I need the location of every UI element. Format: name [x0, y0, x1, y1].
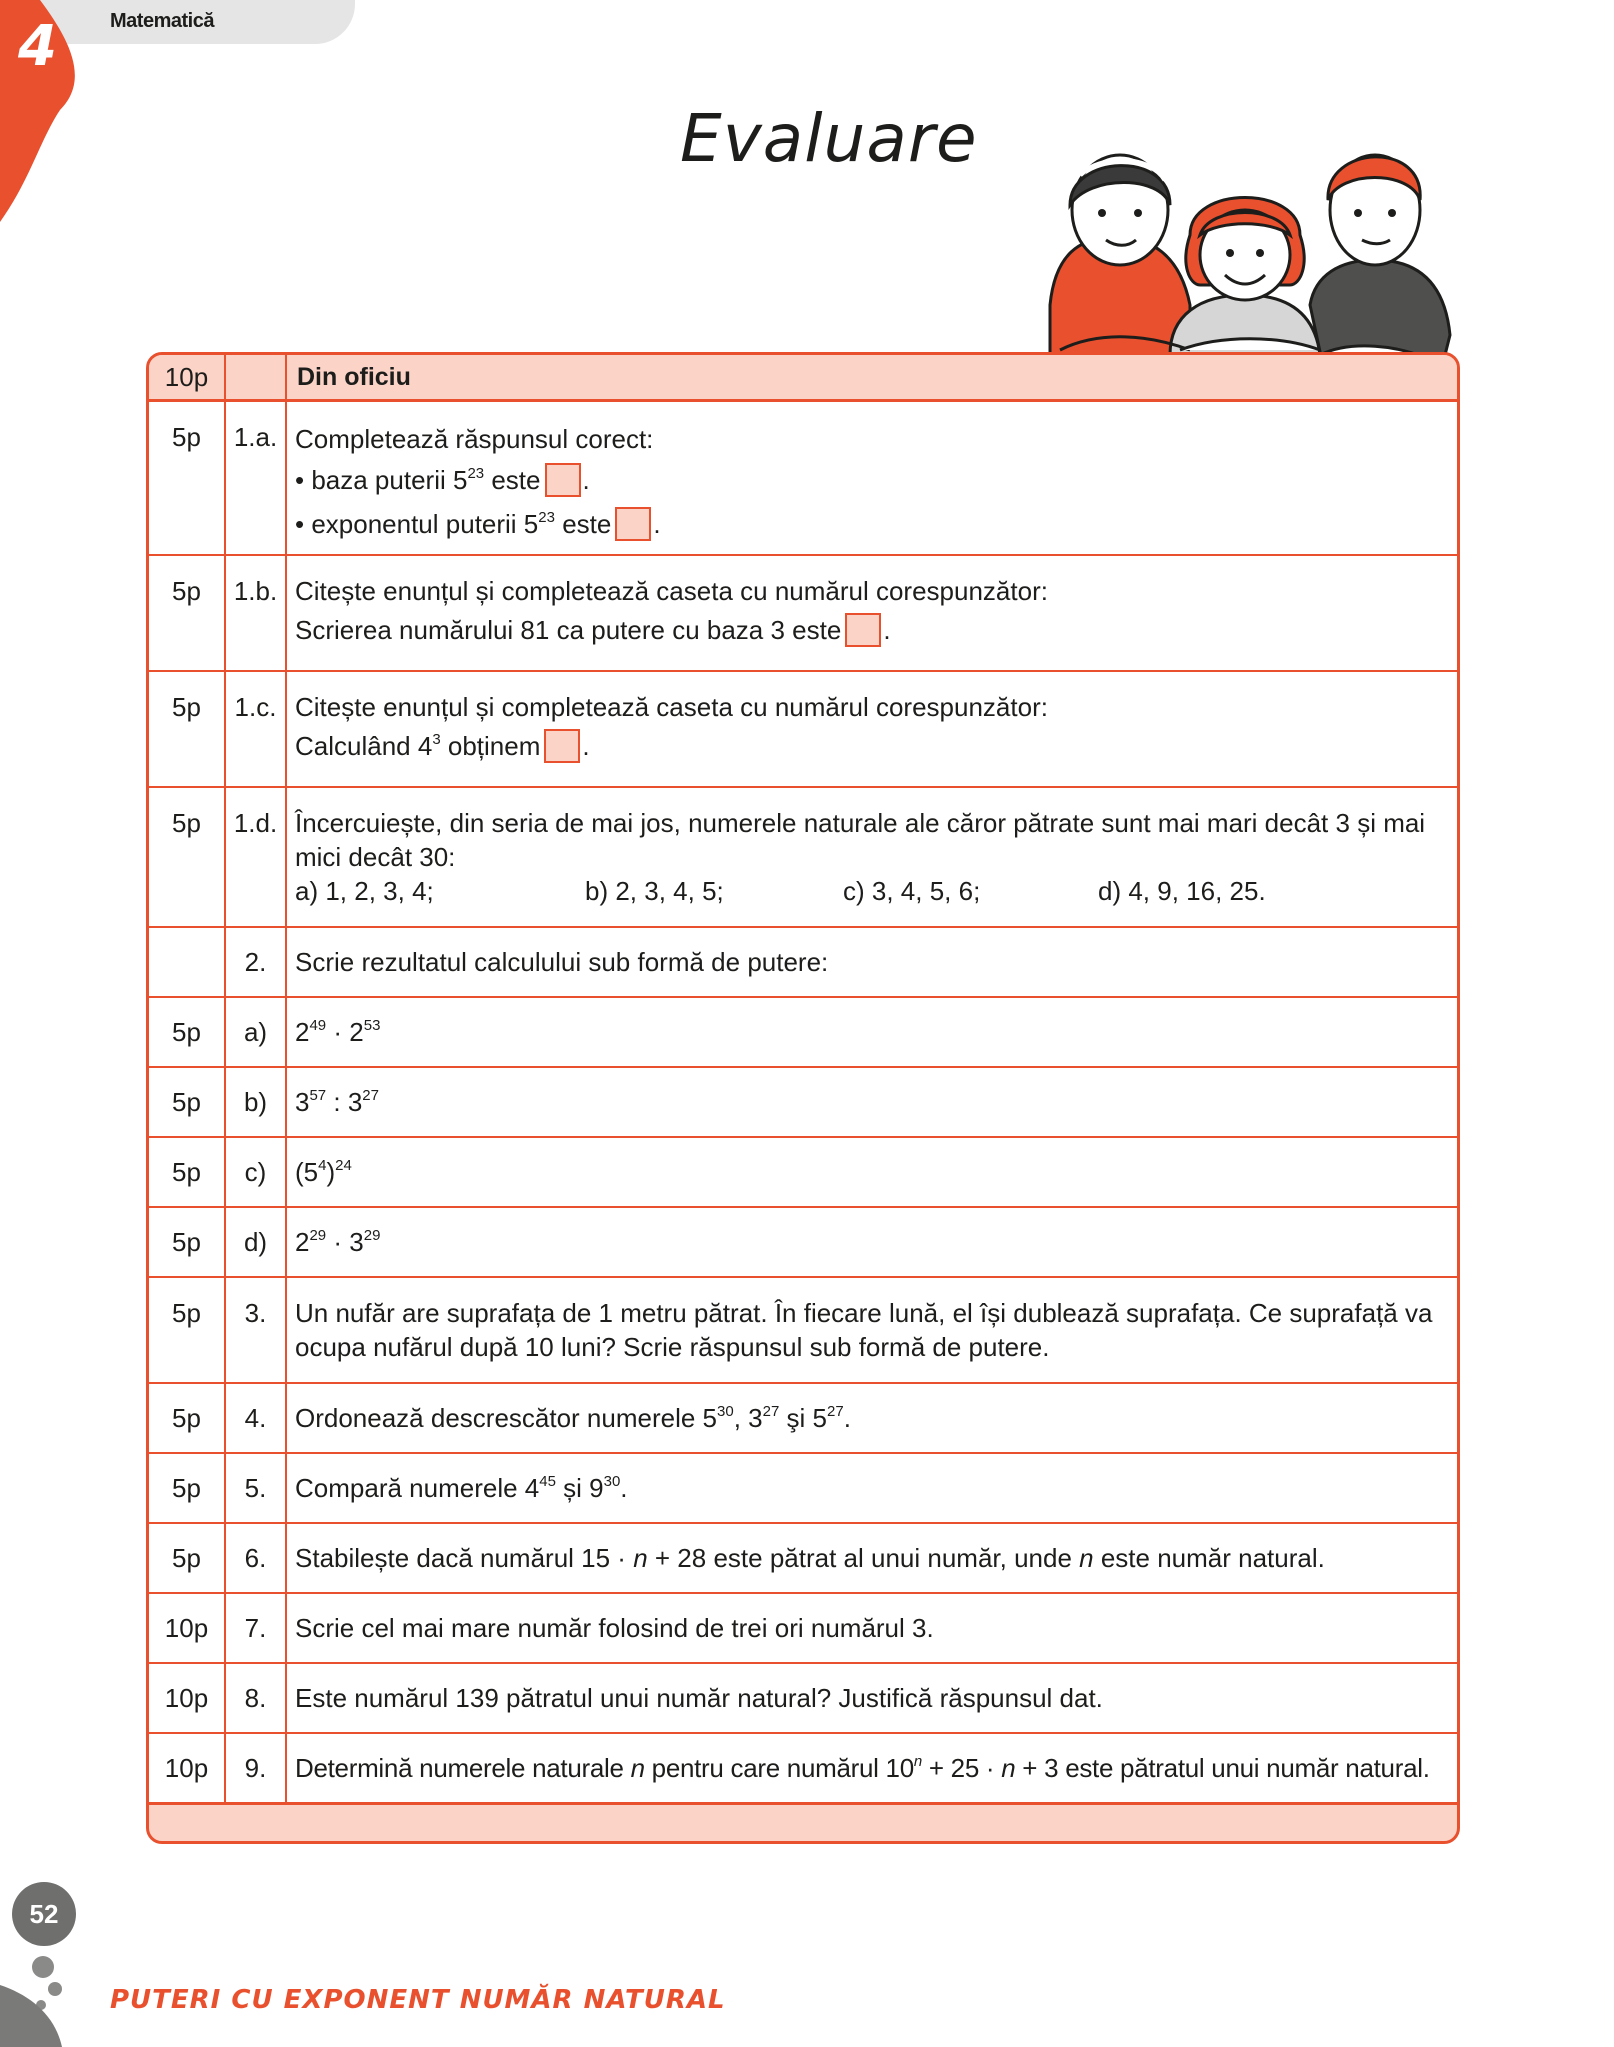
question-prompt: Citește enunțul și completează caseta cu numărul corespunzător: — [295, 576, 1048, 606]
question-cell: Un nufăr are suprafața de 1 metru pătrat. În fiecare lună, el își dublează suprafața. Ce suprafață va ocupa nufărul după 10 luni? Scrie răspunsul sub formă de putere. — [286, 1277, 1457, 1383]
question-line: Calculând $4^3$ obținem . — [295, 731, 590, 761]
number-cell — [225, 355, 286, 401]
operator: : — [326, 1087, 348, 1117]
table-row-5 — [149, 1453, 1457, 1523]
operator: · — [326, 1227, 350, 1257]
chapter-footer-title: PUTERI CU EXPONENT NUMĂR NATURAL — [110, 1985, 726, 2015]
question-cell — [286, 1137, 1457, 1207]
points-cell: 5p — [149, 1383, 225, 1453]
table-row-4 — [149, 1383, 1457, 1453]
number-cell: 4. — [225, 1383, 286, 1453]
option-d[interactable]: d) 4, 9, 16, 25. — [1098, 876, 1266, 906]
question-prompt: Încercuiește, din seria de mai jos, numerele naturale ale căror pătrate sunt mai mari decât 3 și mai mici decât 30: — [295, 808, 1426, 872]
number-cell: b) — [225, 1067, 286, 1137]
text-part: Scrierea numărului 81 ca putere cu baza 3 este — [295, 615, 842, 645]
points-cell: 5p — [149, 1067, 225, 1137]
text-part: • exponentul puterii 5 — [295, 509, 539, 539]
variable: n — [1079, 1543, 1094, 1573]
base: 3 — [295, 1087, 310, 1117]
number-cell: 3. — [225, 1277, 286, 1383]
points-cell: 10p — [149, 1663, 225, 1733]
text-part: şi 5 — [779, 1403, 827, 1433]
text-part: este număr natural. — [1093, 1543, 1325, 1573]
points-cell: 5p — [149, 997, 225, 1067]
operator: · — [326, 1017, 350, 1047]
number-cell: 1.d. — [225, 787, 286, 927]
points-cell — [149, 927, 225, 997]
exponent: 4 — [318, 1157, 327, 1174]
text-part: Stabilește dacă numărul 15 · — [295, 1543, 634, 1573]
text-part: Compară numerele 4 — [295, 1473, 540, 1503]
number-cell: 5. — [225, 1453, 286, 1523]
footer-corner-shape — [0, 1985, 70, 2047]
exponent: 29 — [363, 1227, 381, 1244]
exponent: 53 — [363, 1017, 381, 1034]
points-cell: 5p — [149, 1207, 225, 1277]
number-cell: a) — [225, 997, 286, 1067]
exponent: 23 — [538, 509, 555, 526]
table-row-1a — [149, 401, 1457, 556]
option-c[interactable]: c) 3, 4, 5, 6; — [843, 876, 981, 906]
table-row-header — [149, 355, 1457, 401]
points-cell: 10p — [149, 1593, 225, 1663]
question-cell — [286, 1067, 1457, 1137]
points-cell: 5p — [149, 787, 225, 927]
table-row-2c — [149, 1137, 1457, 1207]
table-row-1d — [149, 787, 1457, 927]
evaluation-table — [149, 355, 1457, 1805]
chapter-number: 4 — [18, 14, 57, 79]
question-cell — [286, 555, 1457, 671]
points-cell: 10p — [149, 1733, 225, 1804]
text-part: este — [484, 465, 541, 495]
number-cell: 2. — [225, 927, 286, 997]
exponent: 3 — [432, 731, 441, 748]
points-cell: 5p — [149, 671, 225, 787]
text-part: este — [554, 509, 612, 539]
question-cell — [286, 1207, 1457, 1277]
points-cell: 5p — [149, 1277, 225, 1383]
text-part: , 3 — [733, 1403, 763, 1433]
option-b[interactable]: b) 2, 3, 4, 5; — [585, 876, 724, 906]
table-row-1c — [149, 671, 1457, 787]
text-part: și 9 — [555, 1473, 604, 1503]
base: (5 — [295, 1157, 319, 1187]
exponent: 57 — [309, 1087, 327, 1104]
question-line: • exponentul puterii $5^{23}$ este . — [295, 509, 661, 539]
subject-label: Matematică — [110, 10, 214, 32]
table-row-7 — [149, 1593, 1457, 1663]
text-part: + 25 · — [921, 1753, 1002, 1783]
question-line: Scrierea numărului 81 ca putere cu baza 3 este . — [295, 615, 891, 645]
table-row-1b — [149, 555, 1457, 671]
table-row-9 — [149, 1733, 1457, 1804]
exponent: 30 — [717, 1403, 734, 1420]
base: 2 — [295, 1227, 310, 1257]
base: 2 — [295, 1017, 310, 1047]
question-cell — [286, 671, 1457, 787]
question-cell — [286, 997, 1457, 1067]
number-cell: 6. — [225, 1523, 286, 1593]
table-row-3 — [149, 1277, 1457, 1383]
number-cell: 1.a. — [225, 401, 286, 556]
text-part: + 3 este pătratul unui număr natural. — [1015, 1753, 1430, 1783]
question-cell: Este numărul 139 pătratul unui număr natural? Justifică răspunsul dat. — [286, 1663, 1457, 1733]
answer-box[interactable] — [845, 613, 881, 647]
text-part: . — [843, 1403, 851, 1433]
evaluation-table-frame — [146, 352, 1460, 1844]
base: 3 — [349, 1227, 364, 1257]
text-part: + 28 este pătrat al unui număr, unde — [647, 1543, 1080, 1573]
text-part: . — [620, 1473, 628, 1503]
answer-box[interactable] — [615, 507, 651, 541]
points-cell: 5p — [149, 401, 225, 556]
table-row-6 — [149, 1523, 1457, 1593]
decorative-dot — [32, 1956, 54, 1978]
number-cell: d) — [225, 1207, 286, 1277]
question-cell — [286, 1383, 1457, 1453]
number-cell: 1.b. — [225, 555, 286, 671]
exponent: 24 — [335, 1157, 352, 1174]
points-cell: 10p — [149, 355, 225, 401]
points-cell: 5p — [149, 555, 225, 671]
header-label: Din oficiu — [286, 355, 1457, 401]
question-line: • baza puterii $5^{23}$ este . — [295, 465, 590, 495]
exponent: 45 — [539, 1473, 556, 1490]
text-part: Ordonează descrescător numerele 5 — [295, 1403, 718, 1433]
points-cell: 5p — [149, 1453, 225, 1523]
number-cell: c) — [225, 1137, 286, 1207]
question-cell: Scrie rezultatul calculului sub formă de putere: — [286, 927, 1457, 997]
number-cell: 9. — [225, 1733, 286, 1804]
exponent: 29 — [309, 1227, 327, 1244]
exponent: 23 — [467, 465, 485, 482]
question-cell — [286, 1523, 1457, 1593]
points-cell: 5p — [149, 1523, 225, 1593]
variable: n — [630, 1753, 645, 1783]
question-cell — [286, 1733, 1457, 1804]
exponent: 30 — [603, 1473, 621, 1490]
exponent: n — [913, 1753, 922, 1770]
question-prompt: Completează răspunsul corect: — [295, 424, 654, 454]
exponent: 27 — [762, 1403, 780, 1420]
table-row-2 — [149, 927, 1457, 997]
page-title: Evaluare — [680, 100, 978, 177]
option-a[interactable]: a) 1, 2, 3, 4; — [295, 876, 434, 906]
answer-box[interactable] — [544, 729, 580, 763]
number-cell: 7. — [225, 1593, 286, 1663]
paren: ) — [326, 1157, 336, 1187]
number-cell: 1.c. — [225, 671, 286, 787]
number-cell: 8. — [225, 1663, 286, 1733]
question-cell — [286, 401, 1457, 556]
exponent: 27 — [362, 1087, 379, 1104]
answer-box[interactable] — [545, 463, 581, 497]
base: 3 — [347, 1087, 363, 1117]
answer-options — [295, 874, 1451, 908]
table-row-8 — [149, 1663, 1457, 1733]
question-prompt: Citește enunțul și completează caseta cu numărul corespunzător: — [295, 692, 1048, 722]
question-cell — [286, 1453, 1457, 1523]
base: 2 — [349, 1017, 364, 1047]
text-part: Calculând 4 — [295, 731, 433, 761]
variable: n — [633, 1543, 648, 1573]
text-part: obținem — [440, 731, 541, 761]
variable: n — [1001, 1753, 1016, 1783]
text-part: pentru care numărul 10 — [644, 1753, 914, 1783]
table-row-2b — [149, 1067, 1457, 1137]
text-part: • baza puterii 5 — [295, 465, 468, 495]
exponent: 49 — [309, 1017, 327, 1034]
page-number: 52 — [12, 1882, 76, 1946]
table-row-2d — [149, 1207, 1457, 1277]
question-cell — [286, 787, 1457, 927]
question-cell: Scrie cel mai mare număr folosind de trei ori numărul 3. — [286, 1593, 1457, 1663]
exponent: 27 — [827, 1403, 844, 1420]
table-row-2a — [149, 997, 1457, 1067]
points-cell: 5p — [149, 1137, 225, 1207]
text-part: Determină numerele naturale — [295, 1753, 631, 1783]
